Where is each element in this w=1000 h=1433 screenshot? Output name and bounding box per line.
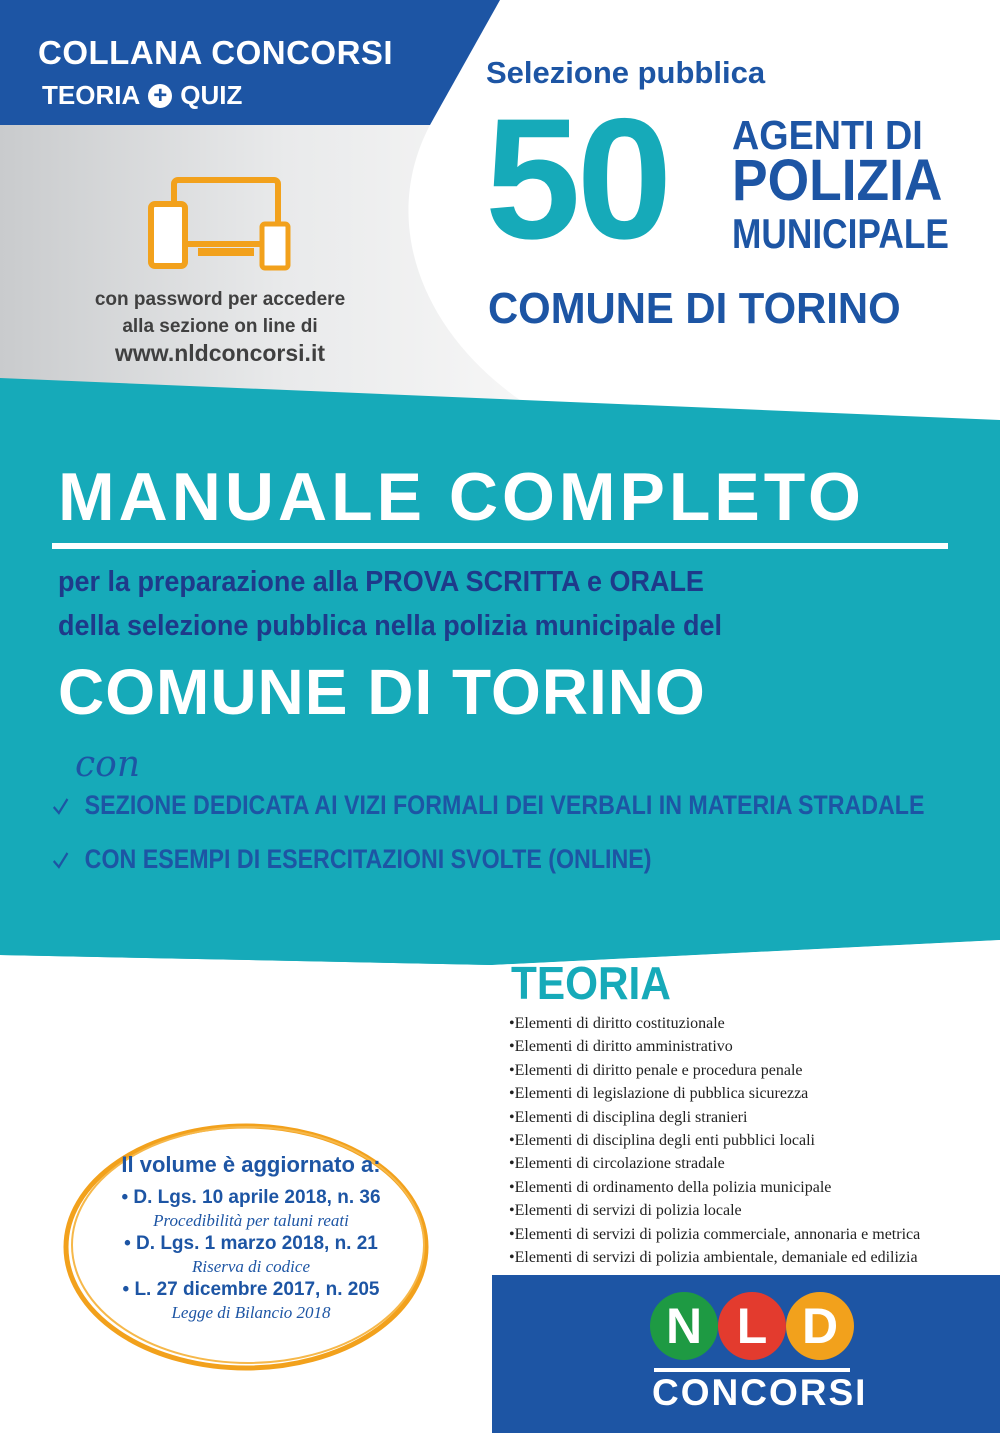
check-icon	[52, 850, 69, 870]
teoria-item: • Elementi di disciplina degli stranieri	[509, 1106, 920, 1129]
online-line-2: alla sezione on line di	[122, 316, 318, 337]
selection-label: Selezione pubblica	[486, 55, 766, 90]
update-note-2: Riserva di codice	[191, 1257, 310, 1276]
series-sub-teoria: TEORIA	[42, 80, 141, 110]
teoria-list	[509, 1012, 920, 1269]
update-note-3: Legge di Bilancio 2018	[171, 1303, 331, 1322]
devices-icon	[148, 176, 294, 276]
description-line-1: per la preparazione alla PROVA SCRITTA e ORALE	[58, 566, 704, 598]
publisher-name: CONCORSI	[652, 1372, 868, 1413]
teoria-item: • Elementi di servizi di polizia locale	[509, 1199, 920, 1222]
positions-number: 50	[485, 83, 669, 275]
book-title: MANUALE COMPLETO	[58, 459, 865, 535]
update-law-2: • D. Lgs. 1 marzo 2018, n. 21	[124, 1233, 378, 1254]
title-underline	[52, 543, 948, 549]
teoria-item: • Elementi di circolazione stradale	[509, 1152, 920, 1175]
con-label: con	[75, 744, 141, 785]
feature-bullet-1-text: SEZIONE DEDICATA AI VIZI FORMALI DEI VERBALI IN MATERIA STRADALE	[84, 790, 925, 820]
update-title: Il volume è aggiornato a:	[121, 1152, 381, 1177]
feature-bullet-1	[52, 790, 924, 821]
online-line-1: con password per accedere	[94, 289, 346, 310]
headline-comune: COMUNE DI TORINO	[488, 284, 901, 333]
feature-bullet-2-text: CON ESEMPI DI ESERCITAZIONI SVOLTE (ONLINE)	[84, 844, 652, 874]
teoria-item: • Elementi di servizi di polizia ambientale, demaniale ed edilizia	[509, 1246, 920, 1269]
update-law-1: • D. Lgs. 10 aprile 2018, n. 36	[121, 1187, 381, 1208]
series-subtitle	[42, 80, 242, 111]
series-name: COLLANA CONCORSI	[38, 34, 394, 71]
update-law-3: • L. 27 dicembre 2017, n. 205	[122, 1279, 380, 1300]
teoria-heading: TEORIA	[511, 957, 671, 1009]
teoria-item: • Elementi di diritto penale e procedura penale	[509, 1059, 920, 1082]
teoria-item: • Elementi di legislazione di pubblica sicurezza	[509, 1082, 920, 1105]
teoria-item: • Elementi di diritto amministrativo	[509, 1035, 920, 1058]
online-url: www.nldconcorsi.it	[115, 340, 325, 366]
logo-letter-l: L	[718, 1292, 786, 1360]
online-access-text	[40, 286, 400, 367]
teoria-item: • Elementi di ordinamento della polizia municipale	[509, 1176, 920, 1199]
comune-title: COMUNE DI TORINO	[58, 656, 706, 728]
update-note-1: Procedibilità per taluni reati	[153, 1211, 349, 1230]
logo-letter-d: D	[786, 1292, 854, 1360]
series-sub-quiz: QUIZ	[180, 80, 243, 110]
headline-line-polizia: POLIZIA	[732, 148, 943, 213]
publisher-logo	[650, 1292, 854, 1360]
headline-line-municipale: MUNICIPALE	[732, 210, 949, 257]
check-icon	[52, 796, 69, 816]
teoria-item: • Elementi di servizi di polizia commerciale, annonaria e metrica	[509, 1223, 920, 1246]
description-line-2: della selezione pubblica nella polizia municipale del	[58, 610, 722, 642]
teoria-item: • Elementi di disciplina degli enti pubblici locali	[509, 1129, 920, 1152]
logo-letter-n: N	[650, 1292, 718, 1360]
update-info	[86, 1152, 416, 1324]
feature-bullet-2	[52, 844, 651, 875]
teoria-item: • Elementi di diritto costituzionale	[509, 1012, 920, 1035]
plus-icon: +	[148, 84, 172, 108]
headline-line-agenti: AGENTI DI	[732, 112, 923, 158]
